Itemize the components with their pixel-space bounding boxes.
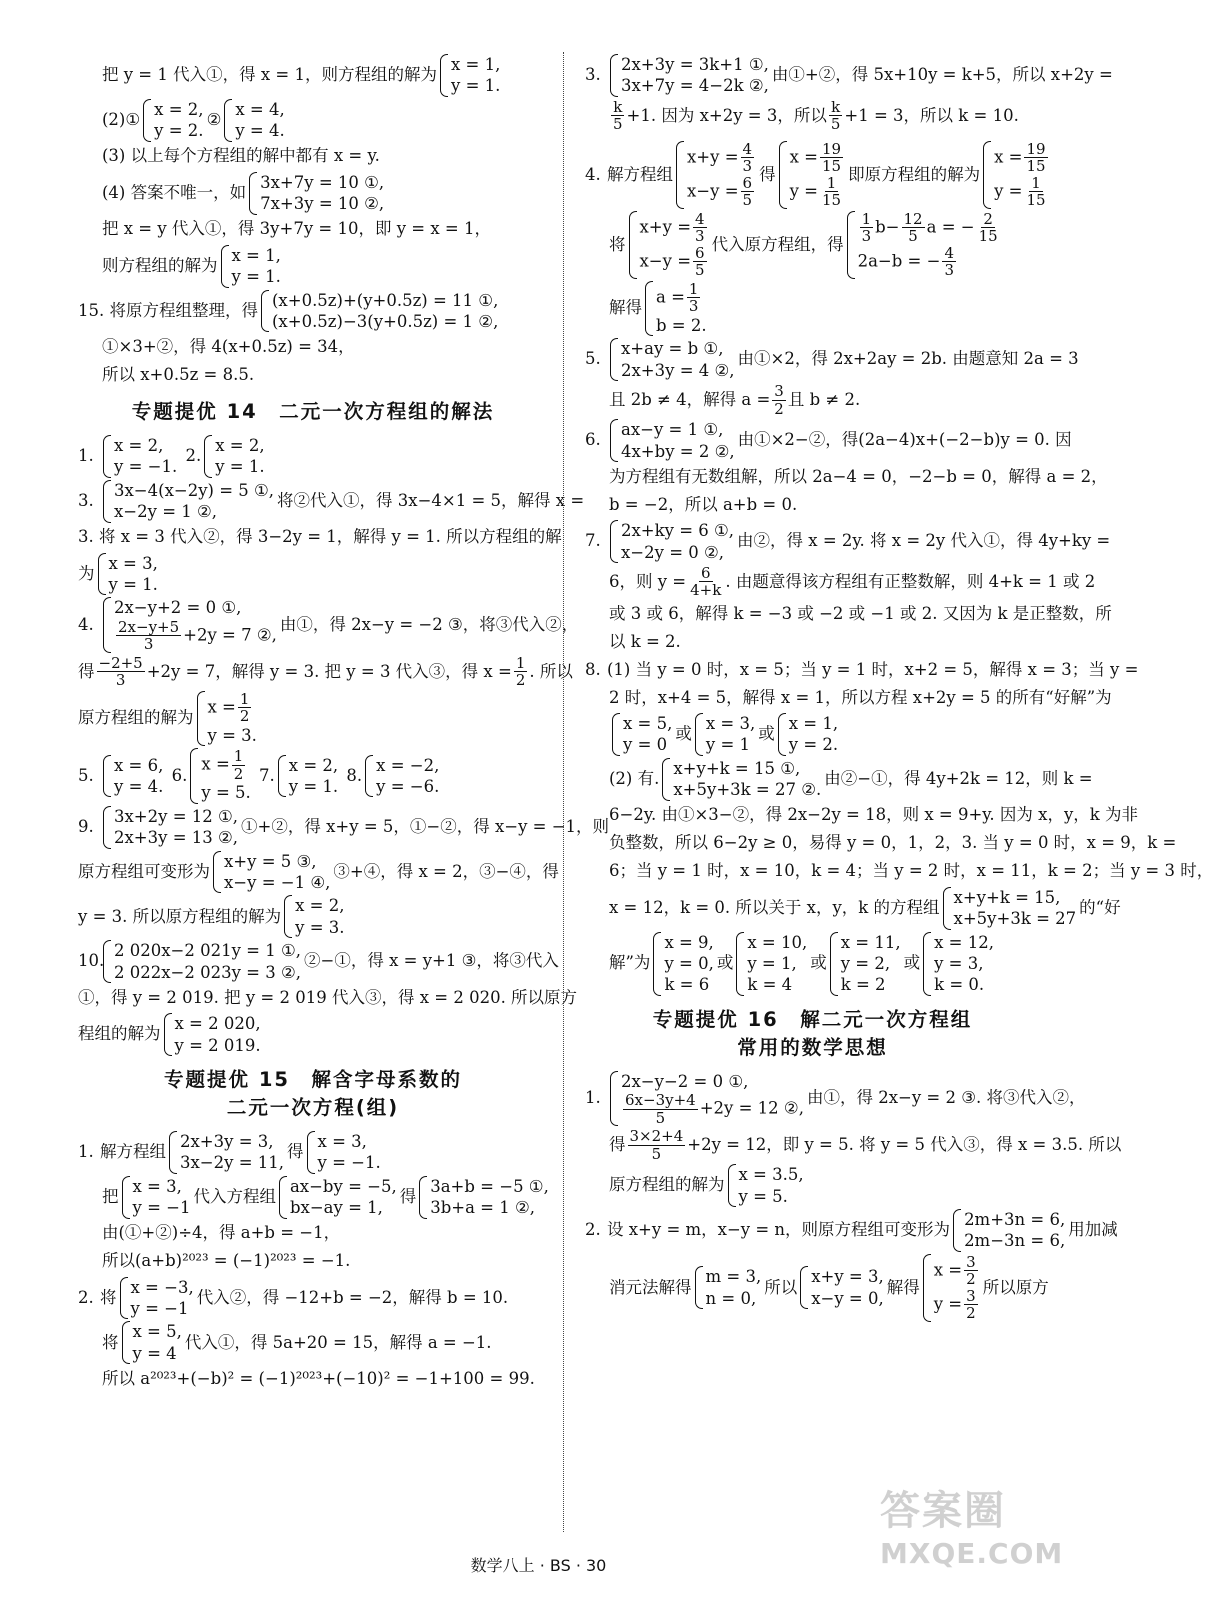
text-line: 将 x = 5, y = 4 代入①，得 5a+20 = 15，解得 a = −1. — [102, 1322, 492, 1363]
text-line: b = −2，所以 a+b = 0. — [609, 494, 798, 514]
text-line: 负整数，所以 6−2y ≥ 0，易得 y = 0，1，2，3. 当 y = 0 时，x = 9，k = — [609, 833, 1177, 853]
equation-system: x = 4, y = 4. — [224, 99, 284, 142]
left-column — [78, 52, 610, 1394]
text-line: 将 x+y = $\frac{4}{3}$ x−y = $\frac{6}{5}$ 代入原方程组，得 $\frac{1}{3}$ b− $\frac{12}{5}$ a = − $\frac{2}{15}$ 2a−b = − $\frac{4}{3}$ — [609, 209, 998, 280]
section-title-16b: 常用的数学思想 — [737, 1036, 888, 1060]
text-line: (3) 以上每个方程组的解中都有 x = y. — [102, 146, 380, 166]
text-line: 所以(a+b)²⁰²³ = (−1)²⁰²³ = −1. — [102, 1251, 351, 1271]
watermark-logo: 答案圈 MXQE.COM — [880, 1488, 1064, 1570]
text-line: 或 3 或 6，解得 k = −3 或 −2 或 −1 或 2. 又因为 k 是正整数，所 — [609, 603, 1112, 623]
text-line: ①×3+②，得 4(x+0.5z) = 34， — [102, 337, 355, 357]
problem-s1: 1. 2x−y−2 = 0 ①, $\frac{6x-3y+4}{5}$ +2y = 12 ②, 由①，得 2x−y = 2 ③. 将③代入②， — [585, 1071, 1086, 1127]
problem-8: 8. (1) 当 y = 0 时，x = 5；当 y = 1 时，x+2 = 5，解得 x = 3；当 y = — [585, 659, 1139, 679]
text-line: 把 x = 3, y = −1 代入方程组 ax−by = −5, bx−ay = 1, 得 3a+b = −5 ①, 3b+a = 1 ②, — [102, 1176, 549, 1218]
text-line — [78, 54, 548, 97]
text-line: 程组的解为 x = 2 020, y = 2 019. — [78, 1014, 261, 1055]
text-line: 为 x = 3, y = 1. — [78, 553, 158, 594]
problem-15: 15. 将原方程组整理，得 (x+0.5z)+(y+0.5z) = 11 ①, (x+0.5z)−3(y+0.5z) = 1 ②, — [78, 290, 499, 331]
text-line: $\frac{k}{5}$ +1. 因为 x+2y = 3，所以 $\frac{k}{5}$ +1 = 3，所以 k = 10. — [613, 97, 1019, 134]
problem-3: 3. 2x+3y = 3k+1 ①, 3x+7y = 4−2k ②, 由①+②，得 5x+10y = k+5，所以 x+2y = — [585, 55, 1113, 96]
text-line: 为方程组有无数组解，所以 2a−4 = 0，−2−b = 0，解得 a = 2， — [609, 466, 1108, 486]
text-line: 解”为 x = 9, y = 0, k = 6 或 x = 10, y = 1, k = 4 或 x = 11, y = 2, k = 2 或 x = 12, y = 3, k = 0. — [609, 932, 994, 995]
equation-system: (x+0.5z)+(y+0.5z) = 11 ①, (x+0.5z)−3(y+0.5z) = 1 ②, — [261, 290, 498, 333]
text-line: 所以 a²⁰²³+(−b)² = (−1)²⁰²³+(−10)² = −1+100 = 99. — [102, 1369, 535, 1388]
text-line: y = 3. 所以原方程组的解为 x = 2, y = 3. — [78, 896, 345, 937]
section-title-15b: 二元一次方程(组) — [226, 1096, 400, 1120]
text-line: (4) 答案不唯一，如 3x+7y = 10 ①, 7x+3y = 10 ②, — [102, 172, 385, 214]
text-line: 且 2b ≠ 4，解得 a = $\frac{3}{2}$ 且 b ≠ 2. — [609, 382, 861, 418]
text-line: 则方程组的解为 x = 1, y = 1. — [102, 245, 281, 287]
text-line: 得 $\frac{-2+5}{3}$ +2y = 7，解得 y = 3. 把 y = 3 代入③，得 x = $\frac{1}{2}$ . 所以 — [78, 653, 573, 690]
problem-s2: 2. 设 x+y = m，x−y = n，则原方程组可变形为 2m+3n = 6, 2m−3n = 6, 用加减 — [585, 1209, 1118, 1251]
problem-r2: 2. 将 x = −3, y = −1 代入②，得 −12+b = −2，解得 b = 10. — [78, 1277, 509, 1318]
problem-3: 3. 3x−4(x−2y) = 5 ①, x−2y = 1 ②, 将②代入①，得 3x−4×1 = 5，解得 x = — [78, 480, 585, 522]
text-line: 把 x = y 代入①，得 3y+7y = 10，即 y = x = 1， — [102, 219, 491, 239]
text-line: 6，则 y = $\frac{6}{4+k}$ . 由题意得该方程组有正整数解，则 4+k = 1 或 2 — [609, 563, 1096, 600]
text-line: 3. 将 x = 3 代入②，得 3−2y = 1，解得 y = 1. 所以方程组的解 — [78, 527, 562, 547]
text-line: x = 5, y = 0 或 x = 3, y = 1 或 x = 1, y = 2. — [585, 713, 1040, 756]
text-line: 解得 a = $\frac{1}{3}$ b = 2. — [609, 279, 707, 335]
text-line: 消元法解得 m = 3, n = 0, 所以 x+y = 3, x−y = 0, 解得 x = $\frac{3}{2}$ y = $\frac{3}{2}$ 所以原方 — [609, 1252, 1049, 1323]
text-line: 以 k = 2. — [609, 631, 681, 651]
text-line: 由(①+②)÷4，得 a+b = −1， — [102, 1223, 341, 1243]
text-line: 原方程组的解为 x = 3.5, y = 5. — [609, 1165, 804, 1206]
problem-5: 5. x+ay = b ①, 2x+3y = 4 ②, 由①×2，得 2x+2ay = 2b. 由题意知 2a = 3 — [585, 339, 1079, 380]
equation-system: x = 1, y = 1. — [440, 54, 500, 97]
equation-system: x = 1, y = 1. — [221, 245, 281, 288]
text-line: (2) 有. x+y+k = 15 ①, x+5y+3k = 27 ②. 由②−①，得 4y+2k = 12，则 k = — [609, 758, 1093, 800]
text-line: 6；当 y = 1 时，x = 10，k = 4；当 y = 2 时，x = 11，k = 2；当 y = 3 时， — [609, 861, 1213, 881]
text-line: 得 $\frac{3\times 2+4}{5}$ +2y = 12，即 y = 5. 将 y = 5 代入③，得 x = 3.5. 所以 — [609, 1127, 1122, 1163]
equation-system: 3x+7y = 10 ①, 7x+3y = 10 ②, — [249, 172, 384, 215]
text-line: 6−2y. 由①×3−②，得 2x−2y = 18，则 x = 9+y. 因为 x，y，k 为非 — [609, 805, 1139, 825]
problem-10: 10. 2 020x−2 021y = 1 ①, 2 022x−2 023y = 3 ②, ②−①，得 x = y+1 ③，将③代入 — [78, 941, 559, 982]
text-line: x = 12，k = 0. 所以关于 x，y，k 的方程组 x+y+k = 15, x+5y+3k = 27 的“好 — [609, 887, 1121, 929]
equation-system: x = 2, y = 2. — [143, 99, 203, 142]
text-line: 原方程组可变形为 x+y = 5 ③, x−y = −1 ④, ③+④，得 x = 2，③−④，得 — [78, 851, 559, 892]
problem-7: 7. 2x+ky = 6 ①, x−2y = 0 ②, 由②，得 x = 2y. 将 x = 2y 代入①，得 4y+ky = — [585, 521, 1111, 562]
text-line: (2)① x = 2, y = 2. ② x = 4, y = 4. — [102, 99, 285, 141]
column-divider — [563, 52, 564, 1532]
text-line: 原方程组的解为 x = $\frac{1}{2}$ y = 3. — [78, 689, 257, 745]
problem-r1: 1. 解方程组 2x+3y = 3, 3x−2y = 11, 得 x = 3, y = −1. — [78, 1131, 381, 1173]
problem-9: 9. 3x+2y = 12 ①, 2x+3y = 13 ②, ①+②，得 x+y = 5，①−②，得 x−y = −1，则 — [78, 806, 610, 848]
problem-6: 6. ax−y = 1 ①, 4x+by = 2 ②, 由①×2−②，得(2a−4)x+(−2−b)y = 0. 因 — [585, 420, 1072, 461]
problem-4: 4. 2x−y+2 = 0 ①, $\frac{2x-y+5}{3}$ +2y = 7 ②, 由①，得 2x−y = −2 ③，将③代入②， — [78, 598, 579, 654]
right-column — [585, 52, 1213, 1324]
section-title-16a: 专题提优 16 解二元一次方程组 — [652, 1007, 973, 1031]
text-line: 所以 x+0.5z = 8.5. — [102, 365, 255, 385]
text: 把 y = 1 代入①，得 x = 1，则方程组的解为 — [102, 65, 437, 85]
problem-4: 4. 解方程组 x+y = $\frac{4}{3}$ x−y = $\frac{6}{5}$ 得 x = $\frac{19}{15}$ y = $\frac{1}{15}$ 即原方程组的解为 x = $\frac{19}{15}$ y = $\frac{1}{15}$ — [585, 139, 1046, 210]
text-line: 2 时，x+4 = 5，解得 x = 1，所以方程 x+2y = 5 的所有“好解”为 — [609, 687, 1112, 707]
problems-5-8: 5. x = 6, y = 4. 6. x = $\frac{1}{2}$ y = 5. 7. x = 2, y = 1. 8. x = −2, y = −6. — [78, 747, 440, 803]
text-line: ①，得 y = 2 019. 把 y = 2 019 代入③，得 x = 2 020. 所以原方 — [78, 987, 578, 1007]
page-footer: 数学八上 · BS · 30 — [470, 1556, 607, 1575]
section-title-15a: 专题提优 15 解含字母系数的 — [164, 1068, 462, 1092]
section-title-14: 专题提优 14 二元一次方程组的解法 — [131, 400, 495, 424]
problem-1-2: 1. x = 2, y = −1. 2. x = 2, y = 1. — [78, 435, 265, 477]
